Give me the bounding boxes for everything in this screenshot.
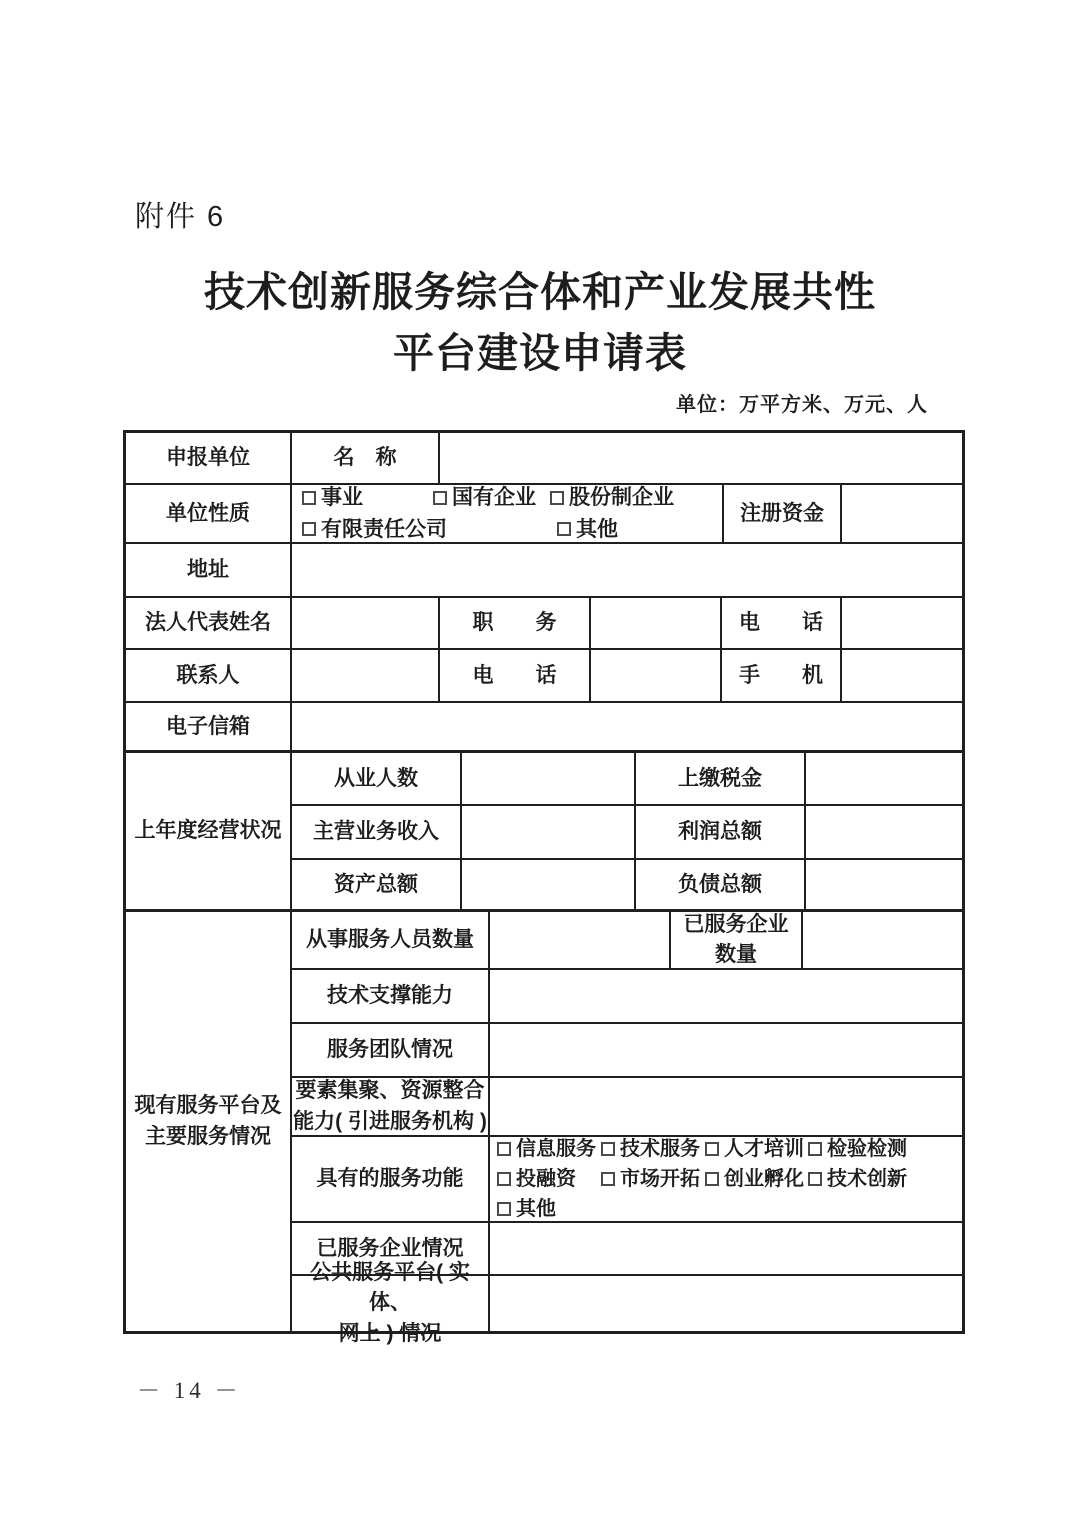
page-title-line1: 技术创新服务综合体和产业发展共性 — [204, 269, 876, 315]
checkbox-icon — [601, 1142, 615, 1156]
row-service-staff — [292, 912, 962, 970]
liabilities-field[interactable] — [806, 860, 962, 909]
registered-capital-field[interactable] — [842, 485, 962, 542]
checkbox-label: 信息服务 — [516, 1138, 596, 1160]
contact-name-field[interactable] — [292, 650, 440, 701]
checkbox-inspection[interactable] — [808, 1136, 907, 1162]
platform-label-line1: 现有服务平台及 — [134, 1094, 282, 1118]
profit-label: 利润总额 — [636, 806, 806, 858]
platform-label — [126, 912, 292, 1331]
row-email — [126, 703, 962, 753]
row-address — [126, 544, 962, 598]
checkbox-label: 技术创新 — [827, 1168, 907, 1190]
checkbox-icon — [808, 1142, 822, 1156]
public-platform-label — [292, 1260, 490, 1345]
employees-label: 从业人数 — [292, 753, 462, 804]
service-team-label: 服务团队情况 — [292, 1024, 490, 1076]
checkbox-label: 人才培训 — [724, 1138, 804, 1160]
row-service-team — [292, 1024, 962, 1078]
checkbox-joint-stock[interactable] — [550, 484, 674, 511]
row-employees — [292, 753, 962, 806]
checkbox-icon — [601, 1172, 615, 1186]
platform-label-line2: 主要服务情况 — [145, 1124, 271, 1148]
liabilities-label: 负债总额 — [636, 860, 806, 909]
checkbox-info-service[interactable] — [497, 1136, 601, 1162]
legal-rep-label: 法人代表姓名 — [126, 598, 292, 648]
applicant-name-field[interactable] — [440, 433, 962, 483]
checkbox-label: 其他 — [576, 517, 618, 541]
checkbox-state-owned[interactable] — [433, 484, 550, 511]
service-functions-options — [490, 1137, 962, 1221]
checkbox-other-nature[interactable] — [557, 516, 618, 543]
checkbox-icon — [302, 522, 316, 536]
checkbox-label: 其他 — [516, 1198, 556, 1220]
served-count-field[interactable] — [803, 912, 962, 968]
checkbox-label: 有限责任公司 — [321, 517, 447, 541]
checkbox-market-dev[interactable] — [601, 1166, 705, 1192]
checkbox-label: 技术服务 — [620, 1138, 700, 1160]
checkbox-institution[interactable] — [302, 484, 433, 511]
public-platform-label-line1: 公共服务平台( 实体、 — [310, 1260, 470, 1315]
row-contact — [126, 650, 962, 703]
profit-field[interactable] — [806, 806, 962, 858]
checkbox-talent-training[interactable] — [705, 1136, 808, 1162]
checkbox-label: 市场开拓 — [620, 1168, 700, 1190]
tech-support-label: 技术支撑能力 — [292, 970, 490, 1022]
served-companies-field[interactable] — [490, 1223, 962, 1274]
unit-nature-options — [292, 485, 724, 542]
checkbox-icon — [497, 1202, 511, 1216]
service-functions-label: 具有的服务功能 — [292, 1137, 490, 1221]
contact-label: 联系人 — [126, 650, 292, 701]
served-count-label — [671, 912, 803, 968]
legal-rep-position-field[interactable] — [591, 598, 722, 648]
service-team-field[interactable] — [490, 1024, 962, 1076]
served-count-label-line2: 数量 — [715, 943, 757, 966]
aggregation-label-line1: 要素集聚、资源整合 — [295, 1079, 485, 1103]
legal-rep-position-label: 职 务 — [440, 598, 591, 648]
attachment-label: 附件 6 — [135, 201, 226, 233]
employees-field[interactable] — [462, 753, 636, 804]
tech-support-field[interactable] — [490, 970, 962, 1022]
checkbox-tech-service[interactable] — [601, 1136, 705, 1162]
service-staff-label: 从事服务人员数量 — [292, 912, 490, 968]
row-tech-support — [292, 970, 962, 1024]
contact-mobile-label: 手 机 — [722, 650, 842, 701]
row-applicant — [126, 433, 962, 485]
application-form-table — [123, 430, 965, 1345]
page-title-line2: 平台建设申请表 — [393, 330, 687, 376]
checkbox-label: 事业 — [321, 486, 363, 510]
revenue-label: 主营业务收入 — [292, 806, 462, 858]
row-aggregation — [292, 1078, 962, 1137]
row-assets — [292, 860, 962, 909]
checkbox-tech-innovation[interactable] — [808, 1166, 907, 1192]
public-platform-label-line2: 网上 ) 情况 — [338, 1321, 442, 1345]
served-companies-label: 已服务企业情况 — [292, 1223, 490, 1274]
aggregation-field[interactable] — [490, 1078, 962, 1135]
address-label: 地址 — [126, 544, 292, 596]
applicant-label: 申报单位 — [126, 433, 292, 483]
checkbox-icon — [433, 491, 447, 505]
last-year-label: 上年度经营状况 — [126, 753, 292, 909]
checkbox-label: 检验检测 — [827, 1138, 907, 1160]
contact-phone-field[interactable] — [591, 650, 722, 701]
served-count-label-line1: 已服务企业 — [683, 912, 789, 936]
checkbox-other-function[interactable] — [497, 1196, 556, 1222]
checkbox-icon — [705, 1142, 719, 1156]
revenue-field[interactable] — [462, 806, 636, 858]
row-public-platform — [292, 1260, 962, 1345]
row-legal-rep — [126, 598, 962, 650]
tax-paid-label: 上缴税金 — [636, 753, 806, 804]
registered-capital-label: 注册资金 — [724, 485, 842, 542]
checkbox-icon — [497, 1142, 511, 1156]
email-label: 电子信箱 — [126, 703, 292, 750]
applicant-name-label: 名 称 — [292, 433, 440, 483]
page-number: － 14 － — [137, 1378, 242, 1403]
assets-field[interactable] — [462, 860, 636, 909]
address-field[interactable] — [292, 544, 962, 596]
aggregation-label — [292, 1078, 490, 1135]
assets-label: 资产总额 — [292, 860, 462, 909]
unit-nature-label: 单位性质 — [126, 485, 292, 542]
contact-phone-label: 电 话 — [440, 650, 591, 701]
row-unit-nature — [126, 485, 962, 544]
checkbox-icon — [550, 491, 564, 505]
checkbox-label: 投融资 — [516, 1168, 576, 1190]
checkbox-icon — [808, 1172, 822, 1186]
checkbox-icon — [497, 1172, 511, 1186]
email-field[interactable] — [292, 703, 962, 750]
legal-rep-name-field[interactable] — [292, 598, 440, 648]
checkbox-llc[interactable] — [302, 516, 557, 543]
contact-mobile-field[interactable] — [842, 650, 962, 701]
checkbox-incubation[interactable] — [705, 1166, 808, 1192]
checkbox-label: 创业孵化 — [724, 1168, 804, 1190]
section-platform — [126, 912, 962, 1345]
row-revenue — [292, 806, 962, 860]
tax-paid-field[interactable] — [806, 753, 962, 804]
checkbox-icon — [302, 491, 316, 505]
checkbox-investment[interactable] — [497, 1166, 601, 1192]
checkbox-icon — [705, 1172, 719, 1186]
public-platform-field[interactable] — [490, 1276, 962, 1331]
legal-rep-phone-label: 电 话 — [722, 598, 842, 648]
checkbox-label: 国有企业 — [452, 486, 536, 510]
unit-note: 单位：万平方米、万元、人 — [676, 394, 928, 416]
service-staff-field[interactable] — [490, 912, 671, 968]
row-service-functions — [292, 1137, 962, 1223]
aggregation-label-line2: 能力( 引进服务机构 ) — [293, 1109, 487, 1133]
checkbox-icon — [557, 522, 571, 536]
section-last-year — [126, 753, 962, 912]
legal-rep-phone-field[interactable] — [842, 598, 962, 648]
checkbox-label: 股份制企业 — [569, 486, 674, 510]
